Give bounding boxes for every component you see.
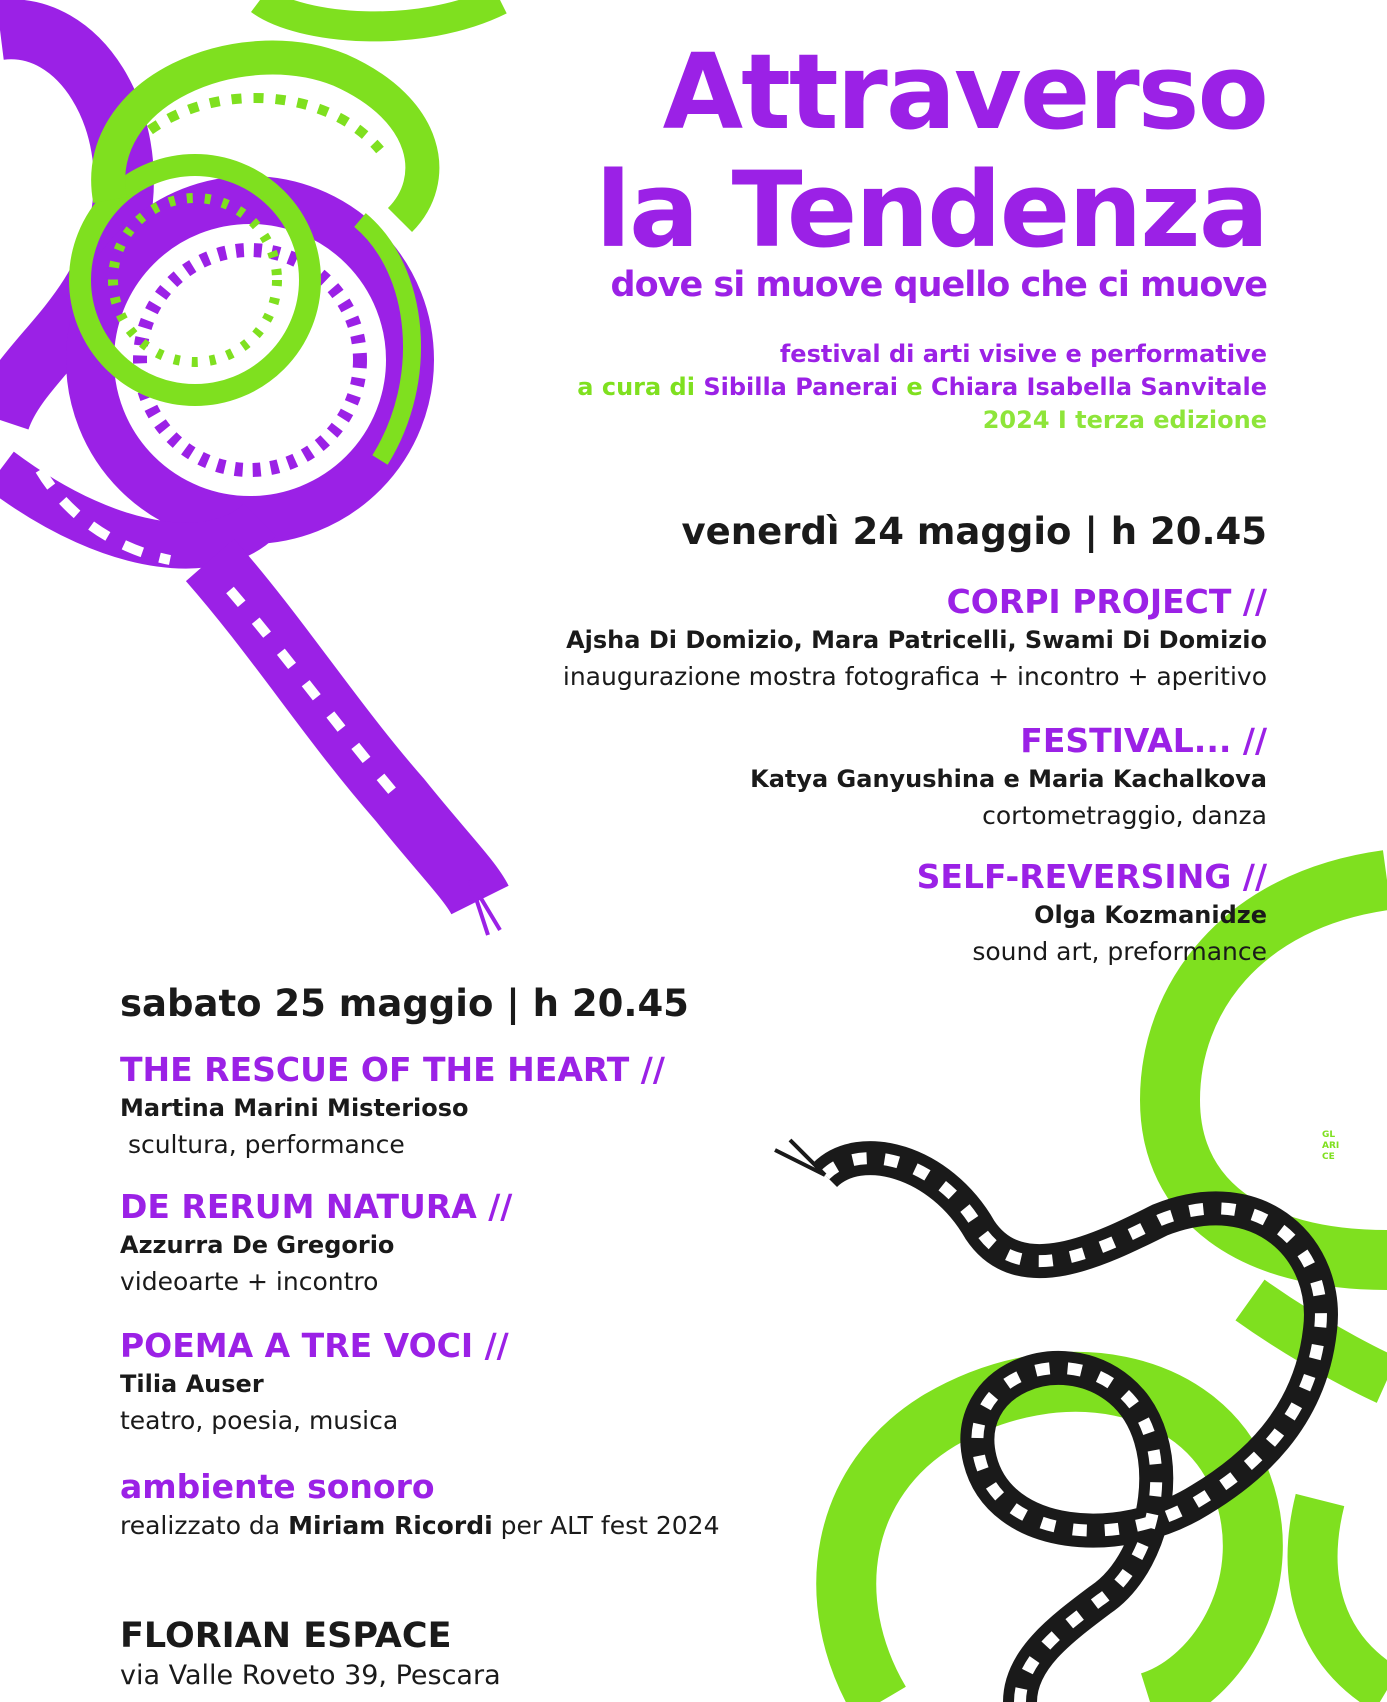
- subtitle: dove si muove quello che ci muove: [610, 265, 1267, 305]
- venue-address: via Valle Roveto 39, Pescara: [120, 1660, 501, 1691]
- ambient-sound: [120, 1467, 719, 1544]
- curator-and: e: [906, 373, 923, 401]
- event-description: sound art, preformance: [972, 937, 1267, 966]
- event-description: inaugurazione mostra fotografica + incontro + aperitivo: [562, 662, 1267, 691]
- curators-line: [577, 371, 1267, 404]
- curator-1: Sibilla Panerai: [703, 373, 898, 401]
- event-name: DE RERUM NATURA //: [120, 1187, 513, 1226]
- day1-date: venerdì 24 maggio | h 20.45: [681, 510, 1267, 553]
- day1-event-1: [563, 582, 1267, 695]
- event-name: POEMA A TRE VOCI //: [120, 1326, 509, 1365]
- event-name: CORPI PROJECT //: [946, 582, 1267, 621]
- event-artists: Azzurra De Gregorio: [120, 1231, 395, 1259]
- event-artists: Ajsha Di Domizio, Mara Patricelli, Swami Di Domizio: [566, 626, 1267, 654]
- title-line-2: la Tendenza: [595, 149, 1267, 271]
- edition: 2024 I terza edizione: [982, 406, 1267, 434]
- ambient-title: ambiente sonoro: [120, 1467, 435, 1506]
- glarice-logo-mark: GL ARI CE: [1322, 1130, 1340, 1162]
- day1-event-3: [917, 857, 1267, 970]
- event-artists: Katya Ganyushina e Maria Kachalkova: [750, 765, 1267, 793]
- day1-event-2: [750, 721, 1267, 834]
- day2-event-3: [120, 1326, 509, 1439]
- event-description: teatro, poesia, musica: [120, 1406, 399, 1435]
- event-name: THE RESCUE OF THE HEART //: [120, 1050, 665, 1089]
- event-description: videoarte + incontro: [120, 1267, 379, 1296]
- ambient-suffix: per ALT fest 2024: [500, 1511, 720, 1540]
- event-name: FESTIVAL... //: [1020, 721, 1267, 760]
- curated-prefix: a cura di: [577, 373, 695, 401]
- ambient-prefix: realizzato da: [120, 1511, 281, 1540]
- day2-date: sabato 25 maggio | h 20.45: [120, 982, 689, 1025]
- curator-2: Chiara Isabella Sanvitale: [931, 373, 1267, 401]
- ambient-artist: Miriam Ricordi: [288, 1511, 493, 1540]
- title-line-1: Attraverso: [662, 31, 1267, 153]
- ambient-credit: [120, 1507, 719, 1544]
- event-artists: Olga Kozmanidze: [1034, 901, 1267, 929]
- credits-block: [577, 338, 1267, 437]
- venue-name: FLORIAN ESPACE: [120, 1616, 452, 1656]
- event-name: SELF-REVERSING //: [916, 857, 1267, 896]
- event-artists: Tilia Auser: [120, 1370, 264, 1398]
- festival-description: festival di arti visive e performative: [779, 340, 1267, 368]
- day2-event-2: [120, 1187, 512, 1300]
- event-description: scultura, performance: [120, 1130, 405, 1159]
- event-artists: Martina Marini Misterioso: [120, 1094, 469, 1122]
- day2-event-1: [120, 1050, 665, 1163]
- event-description: cortometraggio, danza: [982, 801, 1267, 830]
- venue-block: [120, 1615, 501, 1695]
